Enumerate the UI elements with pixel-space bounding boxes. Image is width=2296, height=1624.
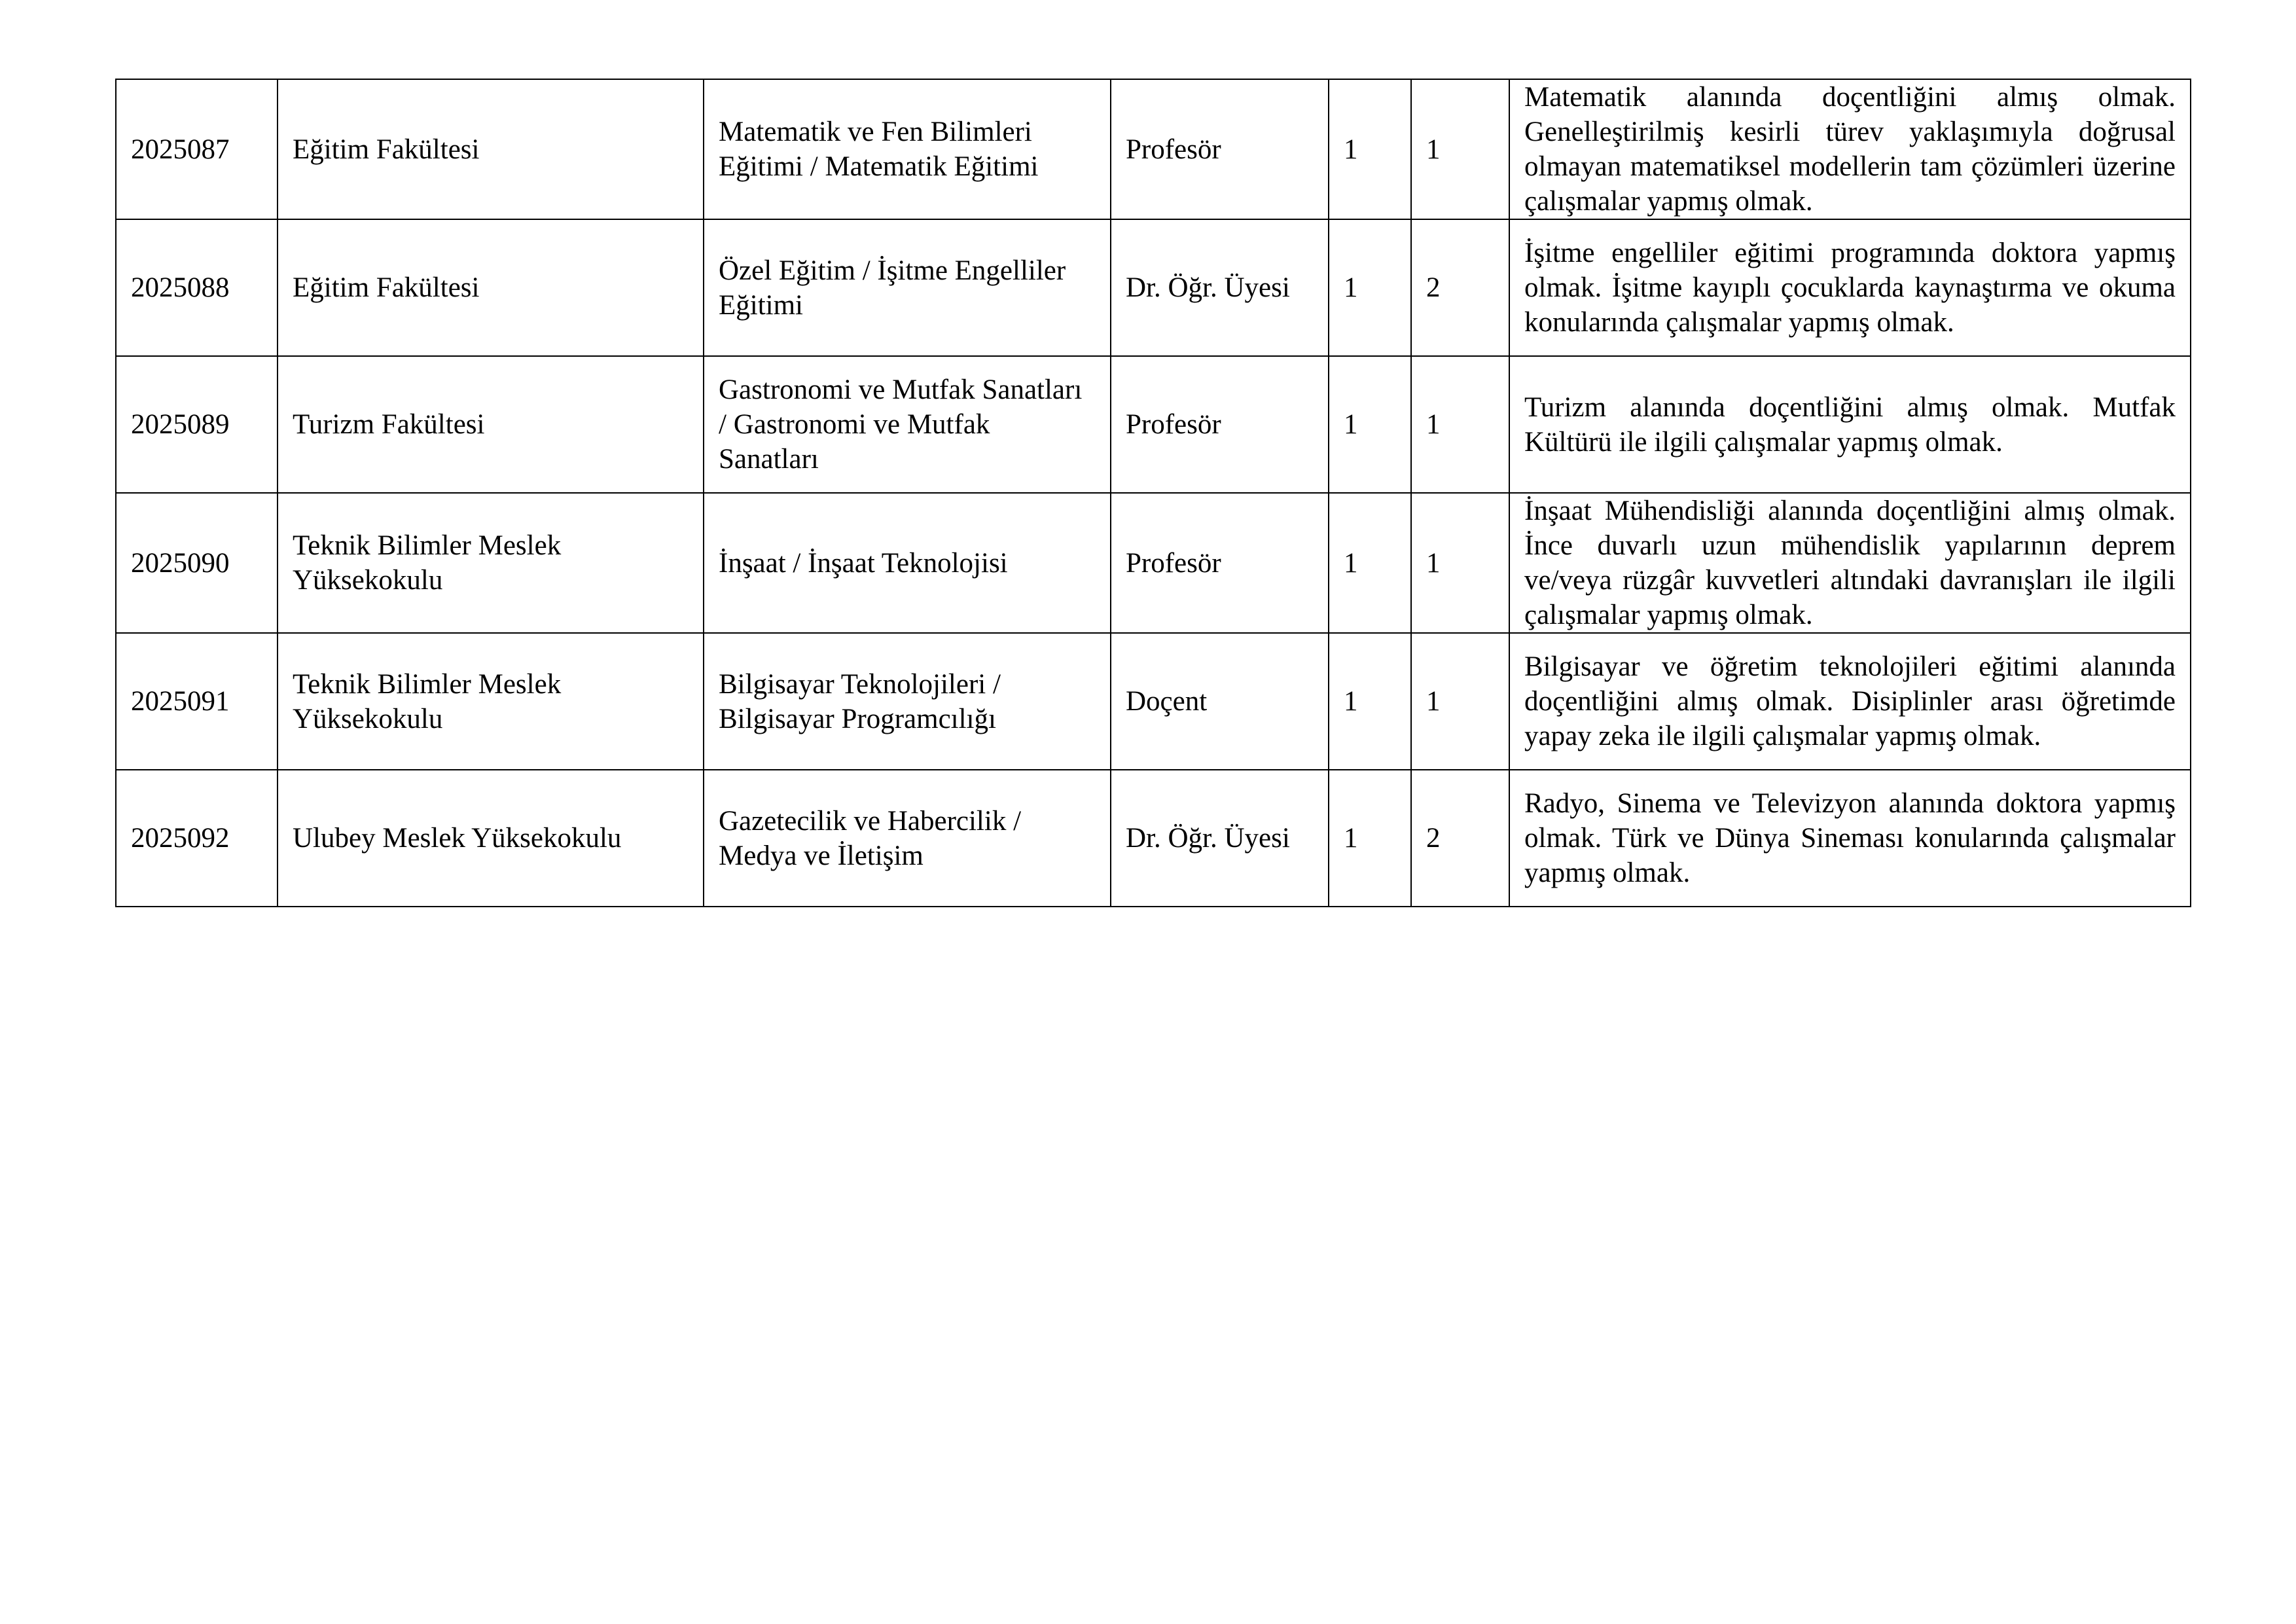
- position-code-cell: 2025087: [116, 79, 278, 219]
- academic-title-cell: Profesör: [1111, 79, 1329, 219]
- table-row: [116, 79, 2191, 219]
- unit-cell: Eğitim Fakültesi: [278, 79, 704, 219]
- academic-title-cell: Profesör: [1111, 356, 1329, 493]
- count-cell-b: 1: [1411, 356, 1509, 493]
- unit-cell: Eğitim Fakültesi: [278, 219, 704, 356]
- position-code-cell: 2025090: [116, 493, 278, 633]
- academic-title-cell: Doçent: [1111, 633, 1329, 770]
- count-cell-a: 1: [1329, 79, 1411, 219]
- department-cell: İnşaat / İnşaat Teknolojisi: [704, 493, 1111, 633]
- count-cell-a: 1: [1329, 493, 1411, 633]
- requirement-cell: İnşaat Mühendisliği alanında doçentliğini almış olmak. İnce duvarlı uzun mühendislik yapılarının deprem ve/veya rüzgâr kuvvetleri altındaki davranışları ile ilgili çalışmalar yapmış olmak.: [1509, 493, 2191, 633]
- count-cell-b: 2: [1411, 770, 1509, 907]
- position-listing-table: [115, 79, 2191, 907]
- academic-title-cell: Dr. Öğr. Üyesi: [1111, 219, 1329, 356]
- requirement-cell: Radyo, Sinema ve Televizyon alanında doktora yapmış olmak. Türk ve Dünya Sineması konularında çalışmalar yapmış olmak.: [1509, 770, 2191, 907]
- table-row: [116, 356, 2191, 493]
- count-cell-b: 1: [1411, 493, 1509, 633]
- requirement-cell: İşitme engelliler eğitimi programında doktora yapmış olmak. İşitme kayıplı çocuklarda kaynaştırma ve okuma konularında çalışmalar yapmış olmak.: [1509, 219, 2191, 356]
- table-row: [116, 770, 2191, 907]
- requirement-cell: Matematik alanında doçentliğini almış olmak. Genelleştirilmiş kesirli türev yaklaşımıyla doğrusal olmayan matematiksel modellerin tam çözümleri üzerine çalışmalar yapmış olmak.: [1509, 79, 2191, 219]
- department-cell: Gazetecilik ve Habercilik / Medya ve İletişim: [704, 770, 1111, 907]
- table-row: [116, 633, 2191, 770]
- position-code-cell: 2025091: [116, 633, 278, 770]
- unit-cell: Turizm Fakültesi: [278, 356, 704, 493]
- department-cell: Gastronomi ve Mutfak Sanatları / Gastronomi ve Mutfak Sanatları: [704, 356, 1111, 493]
- department-cell: Matematik ve Fen Bilimleri Eğitimi / Matematik Eğitimi: [704, 79, 1111, 219]
- department-cell: Özel Eğitim / İşitme Engelliler Eğitimi: [704, 219, 1111, 356]
- count-cell-b: 2: [1411, 219, 1509, 356]
- requirement-cell: Bilgisayar ve öğretim teknolojileri eğitimi alanında doçentliğini almış olmak. Disiplinler arası öğretimde yapay zeka ile ilgili çalışmalar yapmış olmak.: [1509, 633, 2191, 770]
- count-cell-a: 1: [1329, 356, 1411, 493]
- table-row: [116, 219, 2191, 356]
- count-cell-b: 1: [1411, 633, 1509, 770]
- position-code-cell: 2025092: [116, 770, 278, 907]
- count-cell-a: 1: [1329, 219, 1411, 356]
- count-cell-b: 1: [1411, 79, 1509, 219]
- unit-cell: Teknik Bilimler Meslek Yüksekokulu: [278, 493, 704, 633]
- count-cell-a: 1: [1329, 770, 1411, 907]
- academic-title-cell: Profesör: [1111, 493, 1329, 633]
- requirement-cell: Turizm alanında doçentliğini almış olmak. Mutfak Kültürü ile ilgili çalışmalar yapmış olmak.: [1509, 356, 2191, 493]
- position-code-cell: 2025089: [116, 356, 278, 493]
- unit-cell: Ulubey Meslek Yüksekokulu: [278, 770, 704, 907]
- unit-cell: Teknik Bilimler Meslek Yüksekokulu: [278, 633, 704, 770]
- academic-title-cell: Dr. Öğr. Üyesi: [1111, 770, 1329, 907]
- count-cell-a: 1: [1329, 633, 1411, 770]
- department-cell: Bilgisayar Teknolojileri / Bilgisayar Programcılığı: [704, 633, 1111, 770]
- position-code-cell: 2025088: [116, 219, 278, 356]
- table-row: [116, 493, 2191, 633]
